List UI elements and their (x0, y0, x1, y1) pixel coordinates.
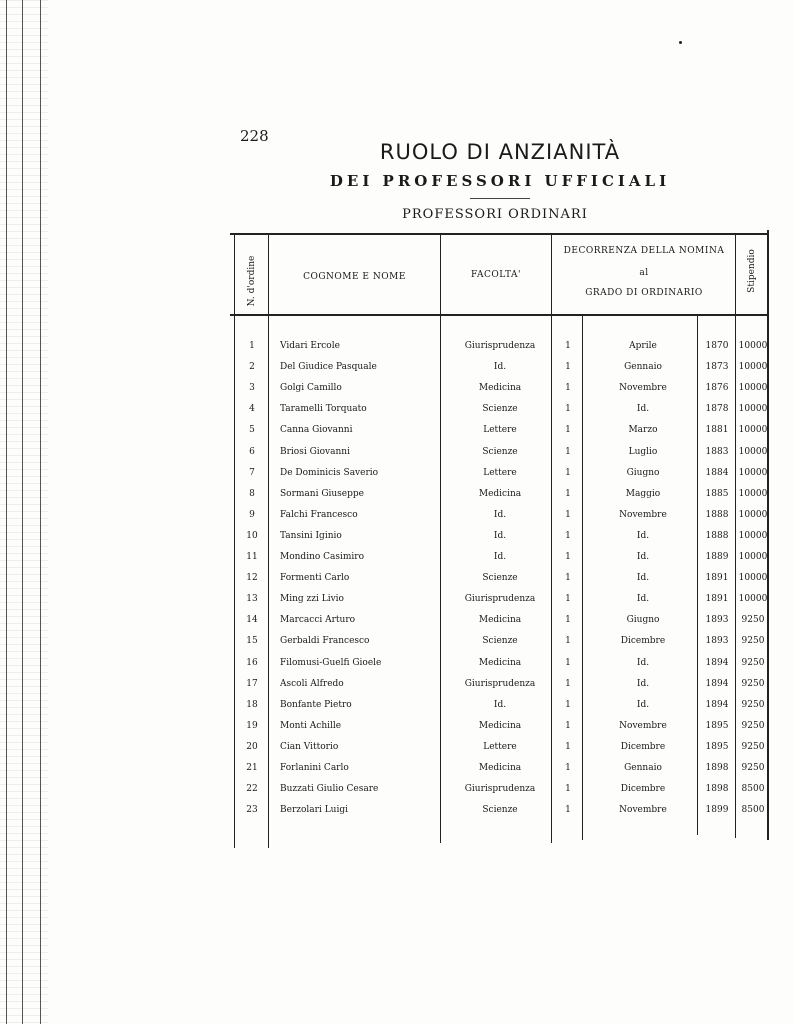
row-grade: 1 (565, 383, 571, 394)
row-number: 6 (249, 446, 255, 457)
row-month: Novembre (619, 720, 667, 731)
row-name: Taramelli Torquato (280, 404, 367, 415)
row-name: Filomusi-Guelfi Gioele (280, 657, 382, 668)
row-name: Vidari Ercole (280, 341, 340, 351)
row-number: 8 (249, 488, 255, 499)
table-row (0, 594, 793, 614)
row-stipend: 10000 (738, 383, 768, 394)
row-year: 1888 (705, 509, 729, 520)
row-month: Maggio (625, 488, 661, 499)
row-year: 1889 (705, 552, 729, 562)
row-faculty: Id. (493, 362, 507, 373)
row-name: Tansini Iginio (280, 530, 342, 541)
row-stipend: 10000 (738, 573, 768, 584)
row-year: 1894 (705, 678, 729, 689)
row-number: 9 (249, 509, 255, 520)
row-stipend: 9250 (741, 720, 765, 731)
row-faculty: Scienze (482, 404, 518, 415)
row-stipend: 9250 (741, 741, 765, 752)
header-faculty: FACOLTA' (471, 270, 521, 280)
row-number: 3 (249, 383, 255, 394)
row-month: Giugno (626, 615, 660, 626)
row-stipend: 8500 (741, 805, 765, 816)
row-faculty: Giurisprudenza (464, 678, 536, 689)
row-grade: 1 (565, 530, 571, 541)
row-stipend: 10000 (738, 467, 768, 478)
row-month: Id. (636, 404, 650, 415)
table-row (0, 383, 793, 403)
table-row (0, 615, 793, 635)
table-row (0, 531, 793, 551)
row-month: Novembre (619, 509, 667, 520)
row-faculty: Id. (493, 509, 507, 520)
row-number: 5 (249, 425, 255, 436)
row-stipend: 10000 (738, 404, 768, 415)
table-row (0, 447, 793, 467)
table-row (0, 573, 793, 593)
row-number: 2 (249, 362, 255, 373)
header-name: COGNOME E NOME (303, 272, 406, 282)
page-number: 228 (240, 127, 269, 145)
row-grade: 1 (565, 488, 571, 499)
row-grade: 1 (565, 362, 571, 373)
row-month: Id. (636, 530, 650, 541)
table-row (0, 425, 793, 445)
row-month: Novembre (619, 383, 667, 394)
ink-speck (679, 41, 682, 44)
row-name: Falchi Francesco (280, 509, 358, 520)
table-row (0, 552, 793, 572)
row-year: 1899 (705, 805, 729, 816)
row-year: 1883 (705, 446, 729, 457)
header-stipend: Stipendio (747, 249, 757, 293)
row-faculty: Giurisprudenza (464, 341, 536, 351)
table-row (0, 636, 793, 656)
table-row (0, 341, 793, 361)
row-month: Dicembre (620, 784, 666, 795)
row-faculty: Medicina (478, 488, 522, 499)
row-name: Buzzati Giulio Cesare (280, 784, 379, 795)
row-year: 1893 (705, 636, 729, 647)
row-year: 1881 (705, 425, 729, 436)
row-grade: 1 (565, 678, 571, 689)
row-faculty: Medicina (478, 720, 522, 731)
row-year: 1878 (705, 404, 729, 415)
table-row (0, 362, 793, 382)
row-name: Gerbaldi Francesco (280, 636, 370, 647)
row-stipend: 9250 (741, 636, 765, 647)
row-month: Novembre (619, 805, 667, 816)
row-month: Id. (636, 594, 650, 605)
table-row (0, 510, 793, 530)
row-number: 1 (249, 341, 255, 351)
row-stipend: 9250 (741, 678, 765, 689)
row-month: Id. (636, 699, 650, 710)
row-year: 1888 (705, 530, 729, 541)
row-year: 1894 (705, 699, 729, 710)
row-stipend: 10000 (738, 488, 768, 499)
table-row (0, 404, 793, 424)
row-number: 7 (249, 467, 255, 478)
row-faculty: Id. (493, 699, 507, 710)
row-name: Canna Giovanni (280, 425, 353, 436)
row-stipend: 10000 (738, 552, 768, 562)
row-number: 18 (246, 699, 258, 710)
row-year: 1891 (705, 573, 729, 584)
row-number: 23 (246, 805, 258, 816)
row-number: 19 (246, 720, 258, 731)
row-name: Formenti Carlo (280, 573, 350, 584)
row-month: Id. (636, 573, 650, 584)
row-grade: 1 (565, 573, 571, 584)
row-faculty: Medicina (478, 657, 522, 668)
row-faculty: Scienze (482, 573, 518, 584)
row-grade: 1 (565, 615, 571, 626)
row-faculty: Id. (493, 552, 507, 562)
row-stipend: 10000 (738, 530, 768, 541)
row-number: 11 (246, 552, 258, 562)
header-order: N. d'ordine (247, 255, 257, 307)
row-grade: 1 (565, 657, 571, 668)
row-stipend: 8500 (741, 784, 765, 795)
row-number: 21 (246, 763, 258, 773)
page-title: RUOLO DI ANZIANITÀ (379, 140, 621, 164)
table-row (0, 700, 793, 720)
row-year: 1873 (705, 362, 729, 373)
row-name: Sormani Giuseppe (280, 488, 364, 499)
row-month: Dicembre (620, 636, 666, 647)
row-year: 1898 (705, 784, 729, 795)
row-name: Ascoli Alfredo (280, 678, 344, 689)
row-name: Monti Achille (280, 720, 342, 731)
row-grade: 1 (565, 467, 571, 478)
row-year: 1895 (705, 720, 729, 731)
header-grado: GRADO DI ORDINARIO (585, 288, 703, 298)
row-year: 1898 (705, 763, 729, 773)
row-stipend: 10000 (738, 594, 768, 605)
row-stipend: 9250 (741, 657, 765, 668)
row-name: Marcacci Arturo (280, 615, 356, 626)
row-stipend: 9250 (741, 699, 765, 710)
row-grade: 1 (565, 699, 571, 710)
row-grade: 1 (565, 720, 571, 731)
row-year: 1876 (705, 383, 729, 394)
row-name: Briosi Giovanni (280, 446, 350, 457)
row-number: 15 (246, 636, 258, 647)
row-faculty: Scienze (482, 636, 518, 647)
table-row (0, 489, 793, 509)
row-name: Mondino Casimiro (280, 552, 365, 562)
row-year: 1891 (705, 594, 729, 605)
table-top-border (230, 233, 768, 235)
row-stipend: 10000 (738, 341, 768, 351)
header-decorrenza: DECORRENZA DELLA NOMINA (563, 246, 725, 256)
row-faculty: Lettere (483, 425, 517, 436)
row-stipend: 9250 (741, 615, 765, 626)
row-name: Forlanini Carlo (280, 763, 349, 773)
section-heading: PROFESSORI ORDINARI (402, 207, 588, 222)
row-month: Id. (636, 552, 650, 562)
row-faculty: Giurisprudenza (464, 594, 536, 605)
row-year: 1870 (705, 341, 729, 351)
row-year: 1885 (705, 488, 729, 499)
row-grade: 1 (565, 446, 571, 457)
row-name: De Dominicis Saverio (280, 467, 379, 478)
row-month: Aprile (629, 341, 657, 351)
row-month: Luglio (628, 446, 658, 457)
table-row (0, 679, 793, 699)
row-faculty: Lettere (483, 741, 517, 752)
table-row (0, 658, 793, 678)
row-faculty: Medicina (478, 615, 522, 626)
row-grade: 1 (565, 636, 571, 647)
row-grade: 1 (565, 594, 571, 605)
row-faculty: Medicina (478, 763, 522, 773)
row-grade: 1 (565, 763, 571, 773)
row-name: Golgi Camillo (280, 383, 342, 394)
row-month: Id. (636, 657, 650, 668)
row-stipend: 10000 (738, 425, 768, 436)
table-row (0, 742, 793, 762)
row-number: 20 (246, 741, 258, 752)
row-faculty: Id. (493, 530, 507, 541)
header-decorrenza-al: al (639, 268, 649, 278)
row-number: 22 (246, 784, 258, 795)
table-row (0, 721, 793, 741)
row-name: Berzolari Luigi (280, 805, 348, 816)
row-grade: 1 (565, 404, 571, 415)
row-stipend: 10000 (738, 446, 768, 457)
row-faculty: Medicina (478, 383, 522, 394)
row-number: 17 (246, 678, 258, 689)
row-year: 1894 (705, 657, 729, 668)
row-stipend: 10000 (738, 509, 768, 520)
row-number: 12 (246, 573, 258, 584)
row-month: Id. (636, 678, 650, 689)
row-month: Gennaio (624, 763, 662, 773)
row-year: 1884 (705, 467, 729, 478)
table-row (0, 763, 793, 783)
header-bottom-border (230, 315, 768, 316)
row-month: Gennaio (624, 362, 662, 373)
row-year: 1893 (705, 615, 729, 626)
table-row (0, 805, 793, 825)
row-faculty: Lettere (483, 467, 517, 478)
row-month: Marzo (628, 425, 658, 436)
row-grade: 1 (565, 425, 571, 436)
row-grade: 1 (565, 784, 571, 795)
row-stipend: 10000 (738, 362, 768, 373)
row-number: 16 (246, 657, 258, 668)
row-grade: 1 (565, 509, 571, 520)
row-grade: 1 (565, 552, 571, 562)
row-stipend: 9250 (741, 763, 765, 773)
row-number: 4 (249, 404, 255, 415)
row-grade: 1 (565, 805, 571, 816)
row-grade: 1 (565, 741, 571, 752)
row-name: Ming zzi Livio (280, 594, 344, 605)
row-month: Dicembre (620, 741, 666, 752)
row-number: 10 (246, 530, 258, 541)
row-number: 14 (246, 615, 258, 626)
row-year: 1895 (705, 741, 729, 752)
row-name: Del Giudice Pasquale (280, 362, 377, 373)
row-faculty: Scienze (482, 805, 518, 816)
row-faculty: Scienze (482, 446, 518, 457)
page-subtitle: DEI PROFESSORI UFFICIALI (329, 172, 671, 190)
title-rule (470, 198, 530, 199)
row-name: Bonfante Pietro (280, 699, 352, 710)
row-number: 13 (246, 594, 258, 605)
row-name: Cian Vittorio (280, 741, 339, 752)
table-row (0, 784, 793, 804)
row-grade: 1 (565, 341, 571, 351)
row-month: Giugno (626, 467, 660, 478)
table-row (0, 468, 793, 488)
row-faculty: Giurisprudenza (464, 784, 536, 795)
